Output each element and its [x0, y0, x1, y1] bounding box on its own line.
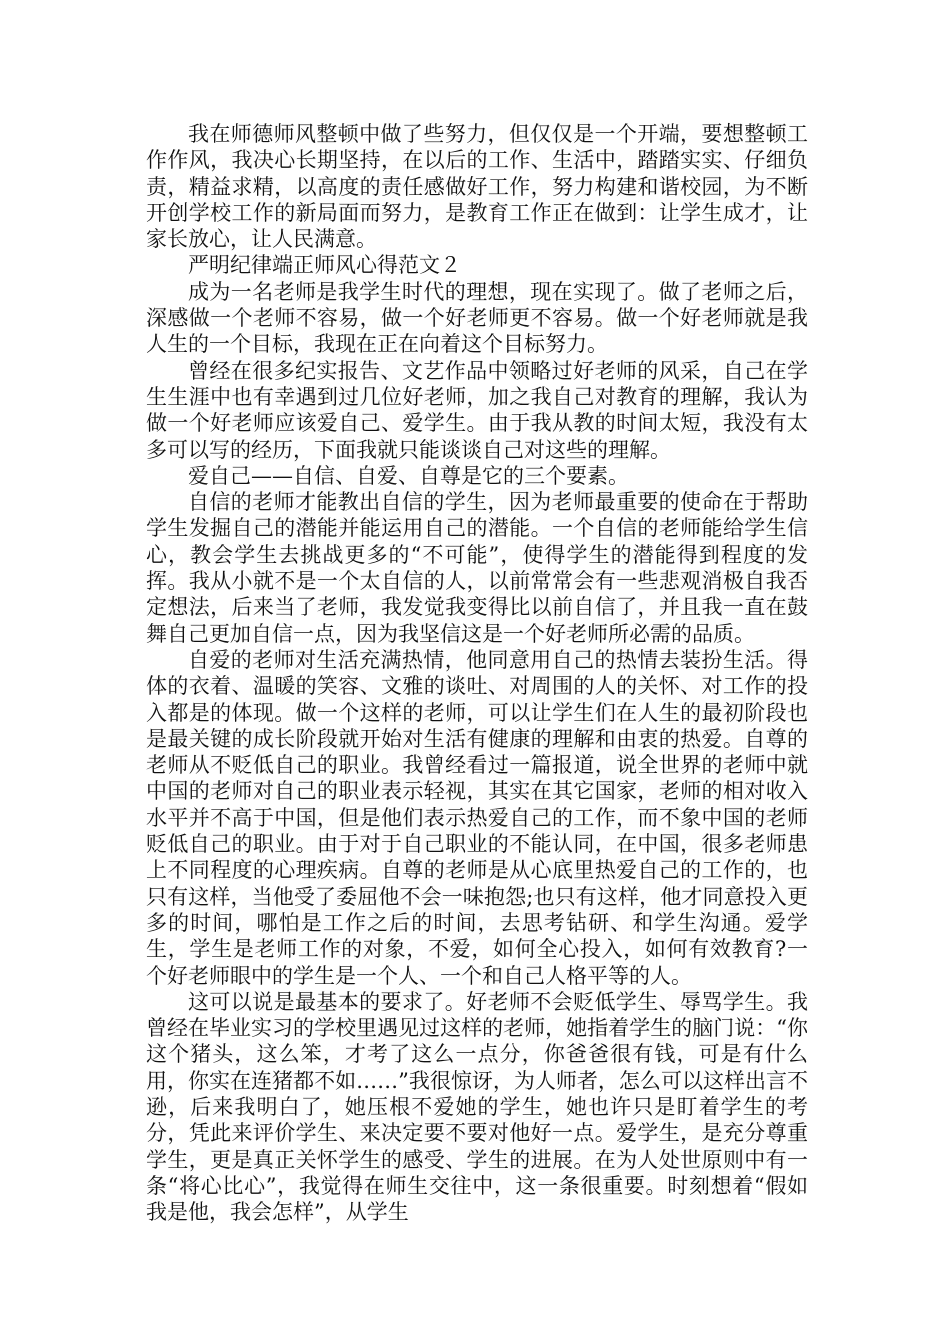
paragraph: 爱自己——自信、自爱、自尊是它的三个要素。: [188, 463, 629, 488]
paragraph: 自爱的老师对生活充满热情，他同意用自己的热情去装扮生活。得体的衣着、温暖的笑容、文雅的谈吐、对周围的人的关怀、对工作的投入都是的体现。做一个这样的老师，可以让学生们在人生的最初阶段也是最关键的成长阶段就开始对生活有健康的理解和由衷的热爱。自尊的老师从不贬低自己的职业。我曾经看过一篇报道，说全世界的老师中就中国的老师对自己的职业表示轻视，其实在其它国家，老师的相对收入水平并不高于中国，但是他们表示热爱自己的工作，而不象中国的老师贬低自己的职业。由于对于自己职业的不能认同，在中国，很多老师患上不同程度的心理疾病。自尊的老师是从心底里热爱自己的工作的，也只有这样，当他受了委屈他不会一味抱怨;也只有这样，他才同意投入更多的时间，哪怕是工作之后的时间，去思考钻研、和学生沟通。爱学生，学生是老师工作的对象，不爱，如何全心投入，如何有效教育?一个好老师眼中的学生是一个人、一个和自己人格平等的人。: [146, 647, 808, 988]
paragraph: 自信的老师才能教出自信的学生，因为老师最重要的使命在于帮助学生发掘自己的潜能并能运用自己的潜能。一个自信的老师能给学生信心，教会学生去挑战更多的“不可能”，使得学生的潜能得到程度的发挥。我从小就不是一个太自信的人，以前常常会有一些悲观消极自我否定想法，后来当了老师，我发觉我变得比以前自信了，并且我一直在鼓舞自己更加自信一点，因为我坚信这是一个好老师所必需的品质。: [146, 490, 808, 646]
paragraph: 成为一名老师是我学生时代的理想，现在实现了。做了老师之后，深感做一个老师不容易，做一个好老师更不容易。做一个好老师就是我人生的一个目标，我现在正在向着这个目标努力。: [146, 279, 808, 357]
document-body: [146, 121, 808, 1225]
paragraph: 这可以说是最基本的要求了。好老师不会贬低学生、辱骂学生。我曾经在毕业实习的学校里遇见过这样的老师，她指着学生的脑门说：“你这个猪头，这么笨，才考了这么一点分，你爸爸很有钱，可是有什么用，你实在连猪都不如……”我很惊讶，为人师者，怎么可以这样出言不逊，后来我明白了，她压根不爱她的学生，她也许只是盯着学生的考分，凭此来评价学生、来决定要不要对他好一点。爱学生，是充分尊重学生，更是真正关怀学生的感受、学生的进展。在为人处世原则中有一条“将心比心”，我觉得在师生交往中，这一条很重要。时刻想着“假如我是他，我会怎样”，从学生: [146, 989, 808, 1225]
paragraph: 我在师德师风整顿中做了些努力，但仅仅是一个开端，要想整顿工作作风，我决心长期坚持，在以后的工作、生活中，踏踏实实、仔细负责，精益求精，以高度的责任感做好工作，努力构建和谐校园，为不断开创学校工作的新局面而努力，是教育工作正在做到：让学生成才，让家长放心，让人民满意。: [146, 122, 808, 252]
section-heading: 严明纪律端正师风心得范文２: [188, 253, 461, 278]
paragraph: 曾经在很多纪实报告、文艺作品中领略过好老师的风采，自己在学生生涯中也有幸遇到过几位好老师，加之我自己对教育的理解，我认为做一个好老师应该爱自己、爱学生。由于我从教的时间太短，我没有太多可以写的经历，下面我就只能谈谈自己对这些的理解。: [146, 358, 808, 462]
